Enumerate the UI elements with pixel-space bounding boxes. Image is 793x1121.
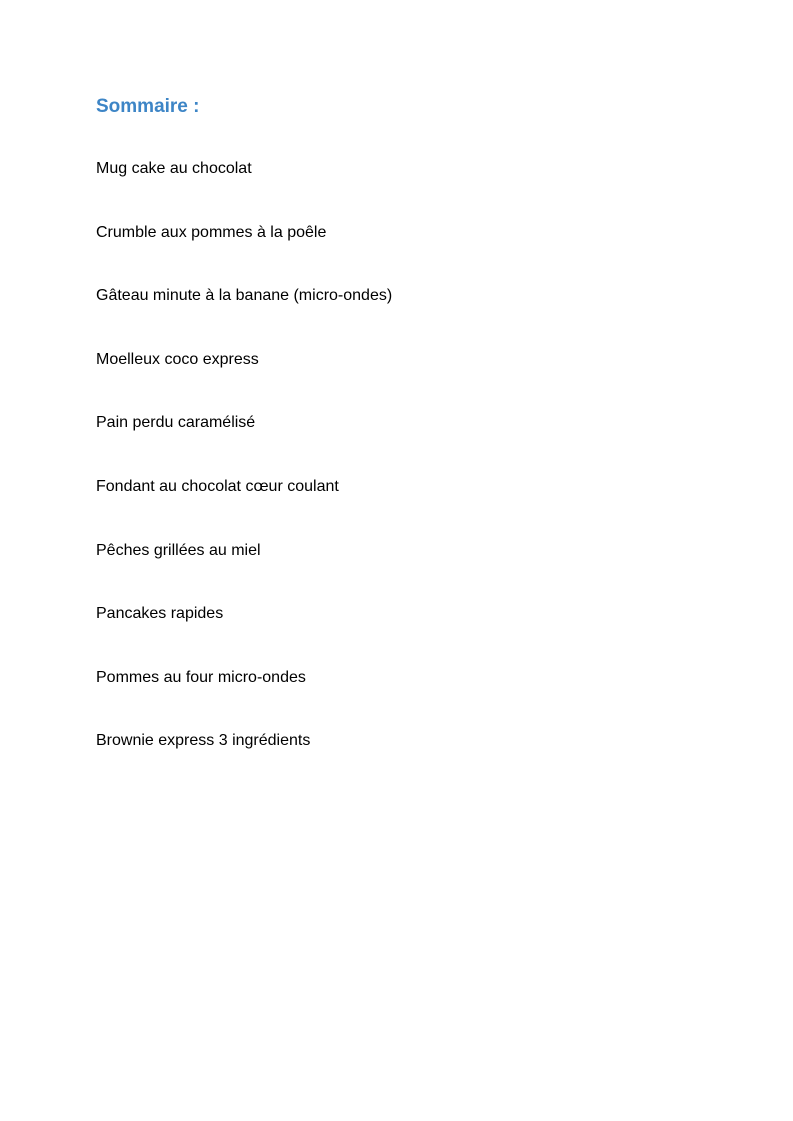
page-title: Sommaire : xyxy=(96,96,200,117)
toc-item-pancakes: Pancakes rapides xyxy=(96,605,224,623)
toc-item-peches-grillees: Pêches grillées au miel xyxy=(96,541,261,559)
toc-item-crumble: Crumble aux pommes à la poêle xyxy=(96,223,327,241)
toc-item-pommes-four: Pommes au four micro-ondes xyxy=(96,668,306,686)
toc-item-mug-cake: Mug cake au chocolat xyxy=(96,160,252,177)
toc-item-fondant-chocolat: Fondant au chocolat cœur coulant xyxy=(96,477,339,495)
toc-item-moelleux-coco: Moelleux coco express xyxy=(96,350,259,368)
toc-item-pain-perdu: Pain perdu caramélisé xyxy=(96,414,256,432)
table-of-contents xyxy=(96,158,392,794)
toc-item-gateau-banane: Gâteau minute à la banane (micro-ondes) xyxy=(96,287,393,305)
toc-item-brownie: Brownie express 3 ingrédients xyxy=(96,732,311,750)
